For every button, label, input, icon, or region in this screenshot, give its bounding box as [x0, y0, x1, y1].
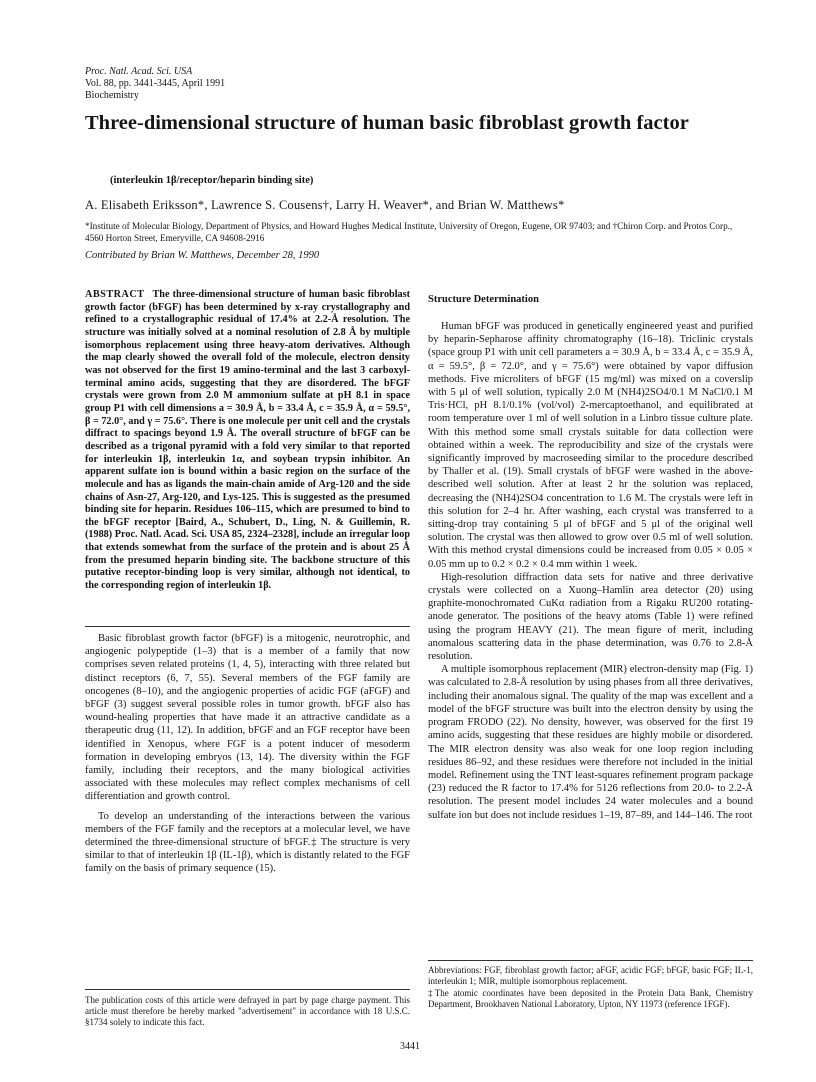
affiliations: *Institute of Molecular Biology, Department of Physics, and Howard Hughes Medical Institute, University of Oregon, Eugene, OR 97403; and †Chiron Corp. and Protos Corp., 4560 Horton Street, Emeryville, CA 94608-2916 — [85, 221, 733, 243]
contributed-by: Contributed by Brian W. Matthews, December 28, 1990 — [85, 250, 320, 261]
page-number: 3441 — [400, 1041, 420, 1052]
abstract-heading: ABSTRACT — [85, 289, 145, 300]
methods-paragraph-3: A multiple isomorphous replacement (MIR) electron-density map (Fig. 1) was calculated to 2.8-Å resolution by using phases from all three derivatives, including their anomalous signal. The quality of the map was excellent and a model of the bFGF structure was built into the electron density by using the program FRODO (22). No density, however, was observed for the first 19 amino acids, suggesting that these residues are highly mobile or disordered. The MIR electron density was also weak for one loop region including residues 86–92, and these residues were therefore not included in the initial model. Refinement using the TNT least-squares refinement program package (23) reduced the R factor to 17.4% for 5126 reflections from 20.0- to 2.2-Å resolution. The present model includes 24 water molecules and a bound sulfate ion but does not include residues 1–19, 87–89, and 144–146. The root — [428, 664, 753, 821]
abstract-text: The three-dimensional structure of human basic fibroblast growth factor (bFGF) has been determined by x-ray crystallography and refined to a crystallographic residual of 17.4% at 2.2-Å resolution. The structure was initially solved at a nominal resolution of 2.8 Å by multiple isomorphous replacement using three heavy-atom derivatives. Although the map clearly showed the overall fold of the molecule, electron density was not observed for the first 19 amino-terminal and the last 3 carboxyl-terminal amino acids, suggesting that they are disordered. The bFGF crystals were grown from 2.0 M ammonium sulfate at pH 8.1 in space group P1 with cell dimensions a = 30.9 Å, b = 33.4 Å, c = 35.9 Å, α = 59.5°, β = 72.0°, and γ = 75.6°. There is one molecule per unit cell and the crystals diffract to spacings beyond 1.9 Å. The overall structure of bFGF can be described as a trigonal pyramid with a fold very similar to that reported for interleukin 1β, interleukin 1α, and soybean trypsin inhibitor. An apparent sulfate ion is bound within a basic region on the surface of the molecule and has as ligands the main-chain amide of Arg-120 and the side chains of Asn-27, Arg-120, and Lys-125. This is suggested as the presumed binding site for heparin. Residues 106–115, which are presumed to bind to the bFGF receptor [Baird, A., Schubert, D., Ling, N. & Guillemin, R. (1988) Proc. Natl. Acad. Sci. USA 85, 2324–2328], include an irregular loop that extends somewhat from the surface of the protein and is about 25 Å from the presumed heparin binding site. The backbone structure of this putative receptor-binding loop is very similar, although not identical, to the corresponding region of interleukin 1β. — [85, 289, 410, 592]
journal-name: Proc. Natl. Acad. Sci. USA — [85, 66, 193, 77]
abstract-divider — [85, 626, 410, 627]
journal-section: Biochemistry — [85, 90, 139, 101]
intro-paragraph-1: Basic fibroblast growth factor (bFGF) is a mitogenic, neurotrophic, and angiogenic polypeptide (1–3) that is a member of a family that now comprises seven related proteins (1, 4, 5), interacting with three related but distinct receptors (6, 7, 55). Several members of the FGF family are oncogenes (8–10), and the angiogenic properties of acidic FGF (aFGF) and bFGF (3) suggest several possible roles in tumor growth. bFGF also has wound-healing properties that have made it an attractive candidate as a therapeutic drug (11, 12). In addition, bFGF and an FGF receptor have been identified in Xenopus, where FGF is a potent inducer of mesoderm formation in developing embryos (13, 14). The diversity within the FGF family, including their receptors, and the many biological activities associated with these molecules may reflect complex mechanisms of cell differentiation and growth control. — [85, 633, 410, 803]
keywords: (interleukin 1β/receptor/heparin binding site) — [110, 175, 314, 186]
methods-paragraph-2: High-resolution diffraction data sets for native and three derivative crystals were collected on a Xuong–Hamlin area detector (20) using graphite-monochromated CuKα radiation from a Rigaku RU200 rotating-anode generator. The positions of the heavy atoms (Table 1) were refined using the program HEAVY (21). The mean figure of merit, including anomalous scattering data in the phase determination, was 0.76 to 2.8-Å resolution. — [428, 571, 753, 663]
footnote-divider-right — [428, 960, 753, 961]
right-column-body — [428, 320, 753, 822]
intro-paragraph-2: To develop an understanding of the interactions between the various members of the FGF family and the receptors at a molecular level, we have determined the three-dimensional structure of bFGF.‡ The structure is very similar to that of interleukin 1β (IL-1β), which is distantly related to the FGF family on the basis of primary sequence (15). — [85, 810, 410, 875]
section-heading: Structure Determination — [428, 294, 539, 305]
paper-title: Three-dimensional structure of human basic fibroblast growth factor — [85, 112, 689, 134]
pdb-footnote: ‡The atomic coordinates have been deposited in the Protein Data Bank, Chemistry Department, Brookhaven National Laboratory, Upton, NY 11973 (reference 1FGF). — [428, 988, 753, 1009]
methods-paragraph-1: Human bFGF was produced in genetically engineered yeast and purified by heparin-Sepharose affinity chromatography (16–18). Triclinic crystals (space group P1 with unit cell parameters a = 30.9 Å, b = 33.4 Å, c = 35.9 Å, α = 59.5°, β = 72.0°, and γ = 75.6°) were obtained by vapor diffusion methods. Five microliters of bFGF (15 mg/ml) was mixed on a coverslip with 5 μl of well solution, typically 2.0 M (NH4)2SO4/0.1 M NaCl/0.1 M Tris·HCl, pH 8.1/0.1% (vol/vol) 2-mercaptoethanol, and equilibrated at room temperature over 1 ml of well solution in a Linbro tissue culture plate. With this method some small crystals suitable for data collection were obtained within a week. The reproducibility and size of the crystals were significantly improved by macroseeding similar to the procedure described by Thaller et al. (19). Small crystals of bFGF were washed in the above-described well solution. After at least 2 hr the solution was replaced, decreasing the (NH4)2SO4 concentration to 1.6 M. The crystals were left in this solution for 2–4 hr. After washing, each crystal was transferred to a sitting-drop tray containing 5 μl of bFGF and 5 μl of the original well solution. The crystal was then allowed to grow over 0.5 ml of well solution. With this method crystal dimensions could be increased from 0.05 × 0.05 × 0.05 mm up to 0.2 × 0.2 × 0.4 mm within 1 week. — [428, 321, 753, 570]
abbreviations-footnote: Abbreviations: FGF, fibroblast growth factor; aFGF, acidic FGF; bFGF, basic FGF; IL-1, interleukin 1; MIR, multiple isomorphous replacement. — [428, 965, 753, 986]
left-column-body — [85, 632, 410, 876]
author-list: A. Elisabeth Eriksson*, Lawrence S. Cousens†, Larry H. Weaver*, and Brian W. Matthews* — [85, 198, 565, 212]
abstract — [85, 289, 410, 593]
journal-header — [85, 66, 225, 102]
journal-volume: Vol. 88, pp. 3441-3445, April 1991 — [85, 78, 226, 89]
footnote-divider-left — [85, 989, 410, 990]
publication-cost-footnote: The publication costs of this article were defrayed in part by page charge payment. This article must therefore be hereby marked "advertisement" in accordance with 18 U.S.C. §1734 solely to indicate this fact. — [85, 995, 410, 1027]
right-footnotes — [428, 965, 753, 1010]
